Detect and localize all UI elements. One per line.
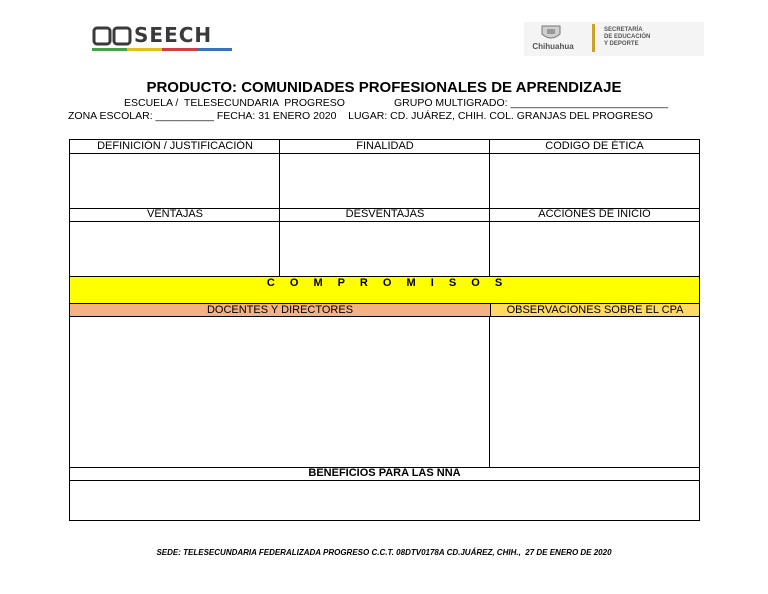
seech-logo-text: SEECH — [134, 23, 213, 47]
column-divider — [279, 140, 280, 276]
document-title: PRODUCTO: COMUNIDADES PROFESIONALES DE APRENDIZAJE — [146, 79, 622, 96]
header-acciones-inicio: ACCIONES DE INICIO — [538, 208, 651, 220]
header-definicion: DEFINICIÓN / JUSTIFICACIÓN — [97, 140, 253, 152]
header-ventajas: VENTAJAS — [146, 208, 204, 220]
column-divider — [489, 317, 490, 467]
seech-logo — [92, 22, 232, 52]
row-divider — [70, 480, 699, 481]
zone-date-place-line: ZONA ESCOLAR: __________ FECHA: 31 ENERO 2020 LUGAR: CD. JUÁREZ, CHIH. COL. GRANJAS DEL PROGRESO — [68, 110, 653, 122]
book-icon — [92, 26, 132, 46]
footer-sede: SEDE: TELESECUNDARIA FEDERALIZADA PROGRESO C.C.T. 08DTV0178A CD.JUÁREZ, CHIH., 27 DE ENERO DE 2020 — [156, 548, 612, 557]
header-docentes-directores: DOCENTES Y DIRECTORES — [70, 303, 490, 317]
logo-color-stripe — [92, 48, 232, 51]
header-finalidad: FINALIDAD — [356, 140, 414, 152]
header-codigo-etica: CODIGO DE ÉTICA — [545, 140, 644, 152]
compromisos-band: C O M P R O M I S O S — [70, 276, 699, 303]
product-table — [69, 139, 700, 521]
group-line: GRUPO MULTIGRADO: ___________________________ — [394, 97, 669, 109]
row-divider — [70, 153, 699, 154]
school-line: ESCUELA / TELESECUNDARIA PROGRESO — [124, 97, 345, 109]
column-divider — [489, 140, 490, 276]
state-name: Chihuahua — [532, 42, 574, 51]
header-desventajas: DESVENTAJAS — [345, 208, 425, 220]
department-name: SECRETARÍA DE EDUCACIÓN Y DEPORTE — [604, 27, 651, 47]
row-divider — [70, 221, 699, 222]
header-beneficios-nna: BENEFICIOS PARA LAS NNA — [308, 467, 461, 479]
chihuahua-logo — [524, 22, 704, 56]
state-seal-icon — [540, 24, 562, 42]
logo-divider — [592, 24, 595, 52]
header-observaciones-cpa: OBSERVACIONES SOBRE EL CPA — [490, 303, 699, 317]
